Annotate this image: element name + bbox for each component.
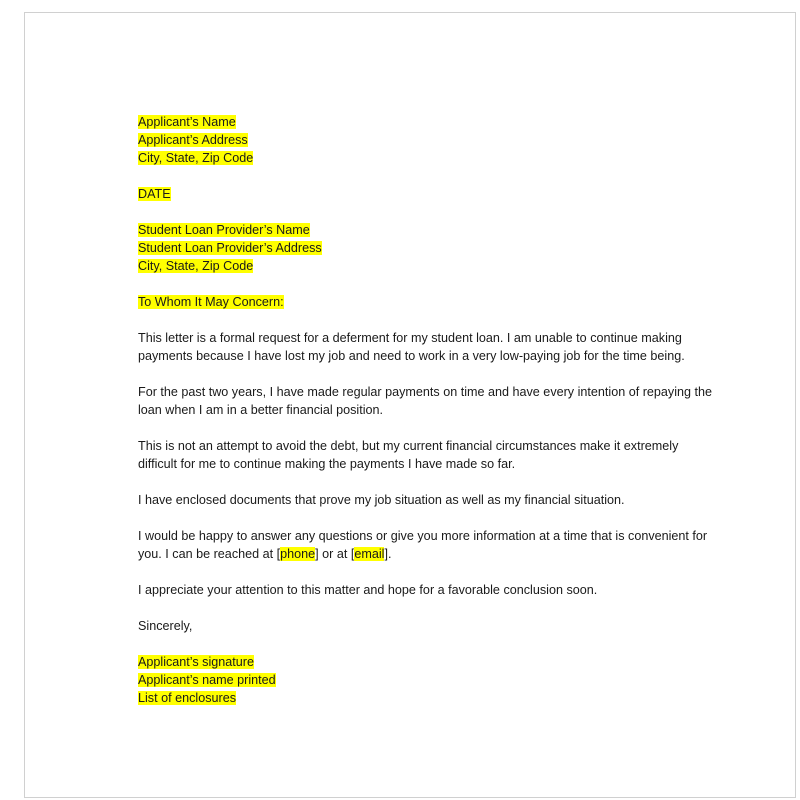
recipient-city-state-zip: City, State, Zip Code: [138, 259, 254, 273]
paragraph-line: [138, 545, 738, 563]
paragraph-line: payments because I have lost my job and need to work in a very low-paying job for the time being.: [138, 349, 685, 363]
paragraph-line: I have enclosed documents that prove my job situation as well as my financial situation.: [138, 493, 625, 507]
paragraph-5: [138, 527, 738, 563]
document-page: [24, 12, 796, 798]
name-printed: Applicant’s name printed: [138, 673, 276, 687]
paragraph-line: This is not an attempt to avoid the debt, but my current financial circumstances make it extremely: [138, 439, 679, 453]
sender-name: Applicant’s Name: [138, 115, 236, 129]
enclosures-list: List of enclosures: [138, 691, 237, 705]
email-placeholder: email: [354, 547, 385, 561]
paragraph-3: [138, 437, 738, 473]
paragraph-1: [138, 329, 738, 365]
phone-placeholder: phone: [280, 547, 316, 561]
sender-block: [138, 113, 738, 167]
signature-line: Applicant’s signature: [138, 655, 254, 669]
paragraph-4: [138, 491, 738, 509]
paragraph-line: I would be happy to answer any questions or give you more information at a time that is convenient for: [138, 529, 708, 543]
paragraph-2: [138, 383, 738, 419]
paragraph-line: difficult for me to continue making the payments I have made so far.: [138, 457, 516, 471]
sender-address: Applicant’s Address: [138, 133, 248, 147]
recipient-name: Student Loan Provider’s Name: [138, 223, 310, 237]
paragraph-line: This letter is a formal request for a deferment for my student loan. I am unable to continue making: [138, 331, 682, 345]
paragraph-line: loan when I am in a better financial position.: [138, 403, 384, 417]
recipient-block: [138, 221, 738, 275]
paragraph-line: For the past two years, I have made regular payments on time and have every intention of repaying the: [138, 385, 713, 399]
paragraph-6: [138, 581, 738, 599]
signature-block: [138, 653, 738, 707]
sender-city-state-zip: City, State, Zip Code: [138, 151, 254, 165]
contact-middle: ] or at [: [315, 547, 355, 561]
contact-prefix: you. I can be reached at [: [138, 547, 281, 561]
salutation: To Whom It May Concern:: [138, 295, 284, 309]
letter-body: [138, 113, 738, 707]
recipient-address: Student Loan Provider’s Address: [138, 241, 322, 255]
letter-date: DATE: [138, 187, 171, 201]
contact-suffix: ].: [384, 547, 392, 561]
paragraph-line: I appreciate your attention to this matter and hope for a favorable conclusion soon.: [138, 583, 598, 597]
closing: Sincerely,: [138, 619, 193, 633]
